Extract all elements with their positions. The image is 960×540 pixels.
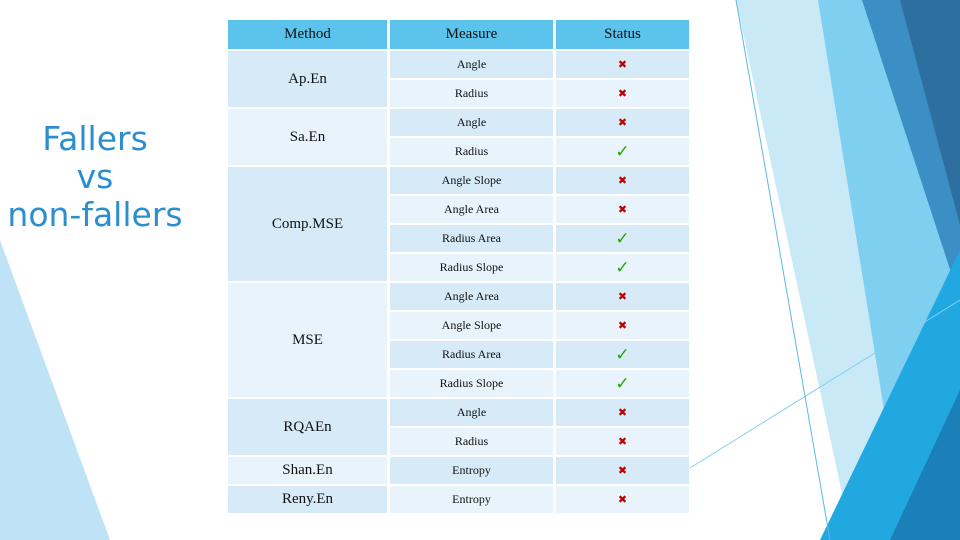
results-table [228, 20, 689, 515]
side-title [0, 120, 190, 234]
side-title-line-2: vs [76, 157, 114, 196]
table-header-row [228, 20, 689, 51]
cross-mark-icon: ✖ [617, 319, 628, 332]
status-cell [556, 80, 689, 109]
status-cell [556, 167, 689, 196]
status-cell [556, 225, 689, 254]
table-row [228, 167, 689, 196]
check-mark-icon: ✓ [615, 373, 630, 394]
side-title-line-3: non-fallers [7, 195, 183, 234]
measure-cell: Angle Slope [390, 167, 556, 196]
right-dark-panel [862, 0, 960, 300]
status-cell [556, 312, 689, 341]
method-cell: Ap.En [228, 51, 390, 109]
bottom-right-panel [820, 250, 960, 540]
right-light-panel [736, 0, 960, 540]
cross-mark-icon: ✖ [617, 464, 628, 477]
cross-mark-icon: ✖ [617, 58, 628, 71]
method-cell: RQAEn [228, 399, 390, 457]
bottom-right-dark-panel [890, 390, 960, 540]
measure-cell: Radius Area [390, 225, 556, 254]
measure-cell: Radius [390, 80, 556, 109]
measure-cell: Entropy [390, 486, 556, 515]
status-cell [556, 109, 689, 138]
check-mark-icon: ✓ [615, 257, 630, 278]
status-cell [556, 138, 689, 167]
measure-cell: Radius [390, 138, 556, 167]
status-cell [556, 196, 689, 225]
status-cell [556, 370, 689, 399]
accent-line [690, 300, 960, 468]
status-cell [556, 283, 689, 312]
right-mid-panel [818, 0, 960, 540]
table-row [228, 486, 689, 515]
table-row [228, 51, 689, 80]
measure-cell: Radius Slope [390, 370, 556, 399]
cross-mark-icon: ✖ [617, 290, 628, 303]
cross-mark-icon: ✖ [617, 174, 628, 187]
status-cell [556, 486, 689, 515]
measure-cell: Radius [390, 428, 556, 457]
accent-line-2 [736, 0, 830, 540]
method-cell: Sa.En [228, 109, 390, 167]
table-row [228, 283, 689, 312]
check-mark-icon: ✓ [615, 344, 630, 365]
measure-cell: Entropy [390, 457, 556, 486]
status-cell [556, 457, 689, 486]
table-row [228, 399, 689, 428]
cross-mark-icon: ✖ [617, 203, 628, 216]
measure-cell: Angle Area [390, 196, 556, 225]
column-header-status: Status [556, 20, 689, 51]
right-darkest-panel [900, 0, 960, 225]
cross-mark-icon: ✖ [617, 435, 628, 448]
measure-cell: Angle Area [390, 283, 556, 312]
method-cell: Shan.En [228, 457, 390, 486]
status-cell [556, 341, 689, 370]
cross-mark-icon: ✖ [617, 493, 628, 506]
check-mark-icon: ✓ [615, 141, 630, 162]
measure-cell: Radius Slope [390, 254, 556, 283]
measure-cell: Angle [390, 51, 556, 80]
table-row [228, 457, 689, 486]
table-body [228, 51, 689, 515]
method-cell: Reny.En [228, 486, 390, 515]
status-cell [556, 51, 689, 80]
left-light-triangle [0, 240, 110, 540]
cross-mark-icon: ✖ [617, 116, 628, 129]
side-title-line-1: Fallers [42, 119, 148, 158]
cross-mark-icon: ✖ [617, 87, 628, 100]
measure-cell: Angle Slope [390, 312, 556, 341]
measure-cell: Angle [390, 109, 556, 138]
measure-cell: Angle [390, 399, 556, 428]
measure-cell: Radius Area [390, 341, 556, 370]
column-header-method: Method [228, 20, 390, 51]
method-cell: Comp.MSE [228, 167, 390, 283]
status-cell [556, 428, 689, 457]
status-cell [556, 254, 689, 283]
check-mark-icon: ✓ [615, 228, 630, 249]
column-header-measure: Measure [390, 20, 556, 51]
method-cell: MSE [228, 283, 390, 399]
cross-mark-icon: ✖ [617, 406, 628, 419]
table-row [228, 109, 689, 138]
status-cell [556, 399, 689, 428]
